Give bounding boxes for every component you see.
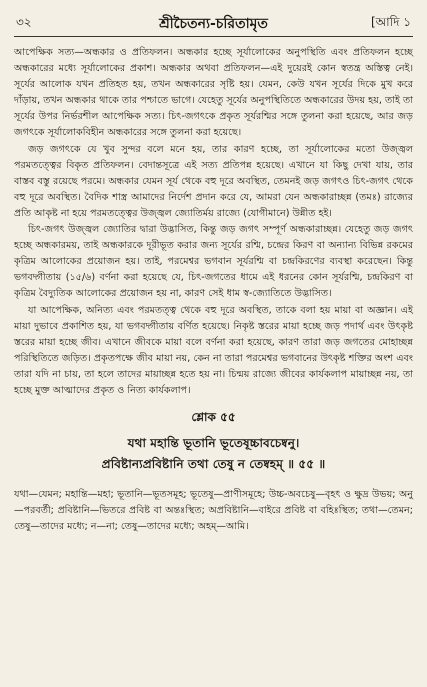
page-header [14,10,413,37]
paragraph: চিৎ-জগৎ উজ্জ্বল জ্যোতির দ্বারা উদ্ভাসিত, কিন্তু জড় জগৎ সম্পূর্ণ অন্ধকারাচ্ছন্ন। যেহেতু জড় জগৎ হচ্ছে অন্ধকারময়, তাই অন্ধকারকে দূরীভূত করার জন্য সূর্যের রশ্মি, চন্দ্রের কিরণ বা অন্যান্য বিভিন্ন রকমের কৃত্রিম আলোকের প্রয়োজন হয়। তাই, পরমেশ্বর ভগবান সূর্যরশ্মি বা চন্দ্রকিরণের ব্যবস্থা করেছেন। কিন্তু ভগবদ্গীতায় (১৫/৬) বর্ণনা করা হয়েছে যে, চিৎ-জগতের ধামে এই ধরনের কোন সূর্যরশ্মি, চন্দ্রকিরণ বা কৃত্রিম বৈদ্যুতিক আলোকের প্রয়োজন হয় না, কারণ সেই ধাম স্ব-জ্যোতিতে উদ্ভাসিত। [14,224,413,300]
paragraph: যা আপেক্ষিক, অনিত্য এবং পরমতত্ত্ব থেকে বহু দূরে অবস্থিত, তাকে বলা হয় মায়া বা অজ্ঞান। এই মায়া দুভাবে প্রকাশিত হয়, যা ভগবদ্গীতায় বর্ণিত হয়েছে। নিকৃষ্ট স্তরের মায়া হচ্ছে জড় পদার্থ এবং উৎকৃষ্ট স্তরের মায়া হচ্ছে জীব। এখানে জীবকে মায়া বলে বর্ণনা করা হয়েছে, কারণ তারা জড় জগতের মোহাচ্ছন্ন পরিস্থিতিতে জড়িত। প্রকৃতপক্ষে জীব মায়া নয়, কেন না তারা পরমেশ্বর ভগবানের উৎকৃষ্ট শক্তির অংশ এবং তারা যদি না চায়, তা হলে তাদের মায়াচ্ছন্ন হতে হয় না। চিন্ময় রাজ্যে জীবের কার্যকলাপ মায়াচ্ছন্ন নয়, তা হচ্ছে মুক্ত আত্মাদের প্রকৃত ও নিত্য কার্যকলাপ। [14,304,413,396]
chapter-label: [আদি ১ [370,15,411,29]
book-title: শ্রীচৈতন্য-চরিতামৃত [159,16,268,32]
page-body [14,45,413,535]
verse-line: প্রবিষ্টান্যপ্রবিষ্টানি তথা তেষু ন তেষ্বহম্ ॥ ৫৫ ॥ [101,457,326,472]
paragraph: আপেক্ষিক সত্য—অন্ধকার ও প্রতিফলন। অন্ধকার হচ্ছে সূর্যালোকের অনুপস্থিতি এবং প্রতিফলন হচ্ছে অন্ধকারের মধ্যে সূর্যালোকের প্রকাশ। অন্ধকার অথবা প্রতিফলন—এই দুয়েরই কোন স্বতন্ত্র অস্তিত্ব নেই। সূর্যের আলোক যখন প্রতিহত হয়, তখন অন্ধকারের সৃষ্টি হয়। যেমন, কেউ যখন সূর্যের দিকে মুখ করে দাঁড়ায়, তখন অন্ধকার থাকে তার পশ্চাতে ভাগে। যেহেতু সূর্যের অনুপস্থিতিতে অন্ধকারের উদয় হয়, তাই তা সূর্যের উপর নির্ভরশীল আপেক্ষিক সত্য। চিৎ-জগৎকে প্রকৃত সূর্যরশ্মির সঙ্গে তুলনা করা হয়েছে, আর জড় জগৎকে সূর্যালোকবিহীন অন্ধকারের সঙ্গে তুলনা করা হয়েছে। [14,47,413,139]
page-number: ৩২ [16,15,32,29]
paragraph: জড় জগৎকে যে খুব সুন্দর বলে মনে হয়, তার কারণ হচ্ছে, তা সূর্যালোকের মতো উজ্জ্বল পরমতত্ত্বের বিকৃত প্রতিফলন। বেদান্তসূত্রে এই সত্য প্রতিপন্ন হয়েছে। এখানে যা কিছু দেখা যায়, তার বাস্তব বস্তু রয়েছে পরমে। অন্ধকার যেমন সূর্য থেকে বহু দূরে অবস্থিত, তেমনই জড় জগৎও চিৎ-জগৎ থেকে বহু দূরে অবস্থিত। বৈদিক শাস্ত্র আমাদের নির্দেশ প্রদান করে যে, আমরা যেন অন্ধকারাচ্ছন্ন (তমঃ) রাজ্যের প্রতি আকৃষ্ট না হয়ে পরমতত্ত্বের উজ্জ্বল জ্যোতির্ময় রাজ্যে (যোগীমানে) উন্নীত হই। [14,143,413,219]
verse-line: যথা মহান্তি ভূতানি ভূতেষূচ্চাবচেষ্বনু। [127,436,300,451]
word-for-word: যথা—যেমন; মহান্তি—মহা; ভূতানি—ভূতসমূহ; ভূতেষু—প্রাণীসমূহে; উচ্চ-অবচেষু—বৃহৎ ও ক্ষুদ্র উভয়; অনু—পরবর্তী; প্রবিষ্টানি—ভিতরে প্রবিষ্ট বা অন্তঃস্থিত; অপ্রবিষ্টানি—বাইরে প্রবিষ্ট বা বহিঃস্থিত; তথা—তেমন; তেষু—তাদের মধ্যে; ন—না; তেষু—তাদের মধ্যে; অহম্—আমি। [14,489,413,533]
verse-heading: শ্লোক ৫৫ [191,410,236,425]
